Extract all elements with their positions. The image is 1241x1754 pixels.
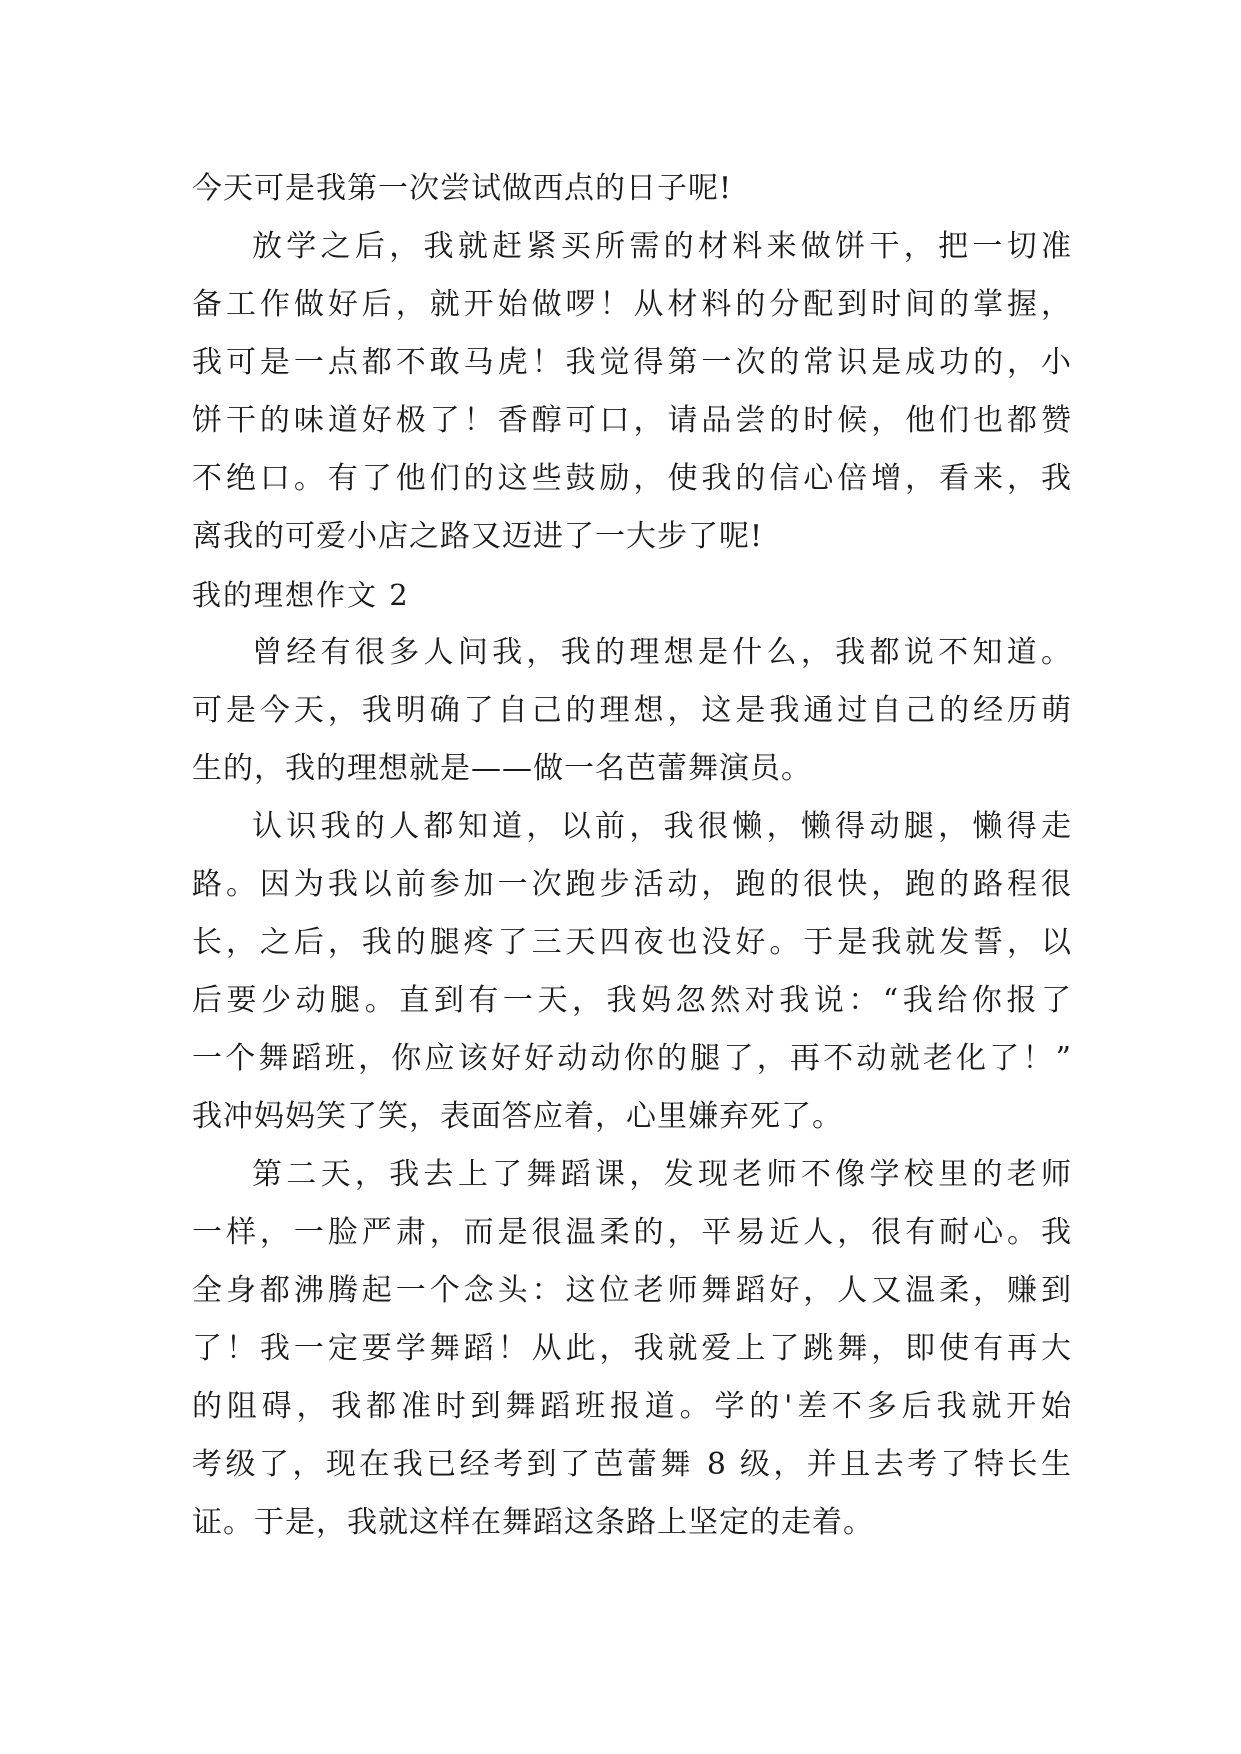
paragraph-line: 可是今天，我明确了自己的理想，这是我通过自己的经历萌 [192,693,1072,728]
paragraph-line: 路。因为我以前参加一次跑步活动，跑的很快，跑的路程很 [192,867,1072,902]
paragraph-line: 饼干的味道好极了！香醇可口，请品尝的时候，他们也都赞 [192,403,1072,438]
section-heading: 我的理想作文 2 [192,578,410,612]
paragraph-line: 了！我一定要学舞蹈！从此，我就爱上了跳舞，即使有再大 [192,1331,1072,1366]
paragraph-line: 考级了，现在我已经考到了芭蕾舞 8 级，并且去考了特长生 [192,1447,1072,1482]
paragraph-line: 的阻碍，我都准时到舞蹈班报道。学的'差不多后我就开始 [192,1389,1072,1424]
paragraph-first-line: 第二天，我去上了舞蹈课，发现老师不像学校里的老师 [252,1157,1072,1192]
paragraph-line: 今天可是我第一次尝试做西点的日子呢! [192,171,733,206]
paragraph-line: 我可是一点都不敢马虎！我觉得第一次的常识是成功的，小 [192,345,1072,380]
paragraph-line: 后要少动腿。直到有一天，我妈忽然对我说：“我给你报了 [192,983,1072,1018]
paragraph-first-line: 曾经有很多人问我，我的理想是什么，我都说不知道。 [252,635,1072,670]
paragraph-line: 长，之后，我的腿疼了三天四夜也没好。于是我就发誓，以 [192,925,1072,960]
paragraph-line: 我冲妈妈笑了笑，表面答应着，心里嫌弃死了。 [192,1099,843,1134]
paragraph-line: 不绝口。有了他们的这些鼓励，使我的信心倍增，看来，我 [192,461,1072,496]
paragraph-line: 离我的可爱小店之路又迈进了一大步了呢! [192,519,764,554]
paragraph-line: 备工作做好后，就开始做啰！从材料的分配到时间的掌握， [192,287,1072,322]
paragraph-first-line: 放学之后，我就赶紧买所需的材料来做饼干，把一切准 [252,229,1072,264]
paragraph-line: 一个舞蹈班，你应该好好动动你的腿了，再不动就老化了！” [192,1041,1072,1076]
paragraph-line: 一样，一脸严肃，而是很温柔的，平易近人，很有耐心。我 [192,1215,1072,1250]
document-page [192,160,1072,1552]
paragraph-first-line: 认识我的人都知道，以前，我很懒，懒得动腿，懒得走 [252,809,1072,844]
paragraph-line: 全身都沸腾起一个念头：这位老师舞蹈好，人又温柔，赚到 [192,1273,1072,1308]
paragraph-line: 生的，我的理想就是——做一名芭蕾舞演员。 [192,751,812,786]
paragraph-line: 证。于是，我就这样在舞蹈这条路上坚定的走着。 [192,1505,874,1540]
